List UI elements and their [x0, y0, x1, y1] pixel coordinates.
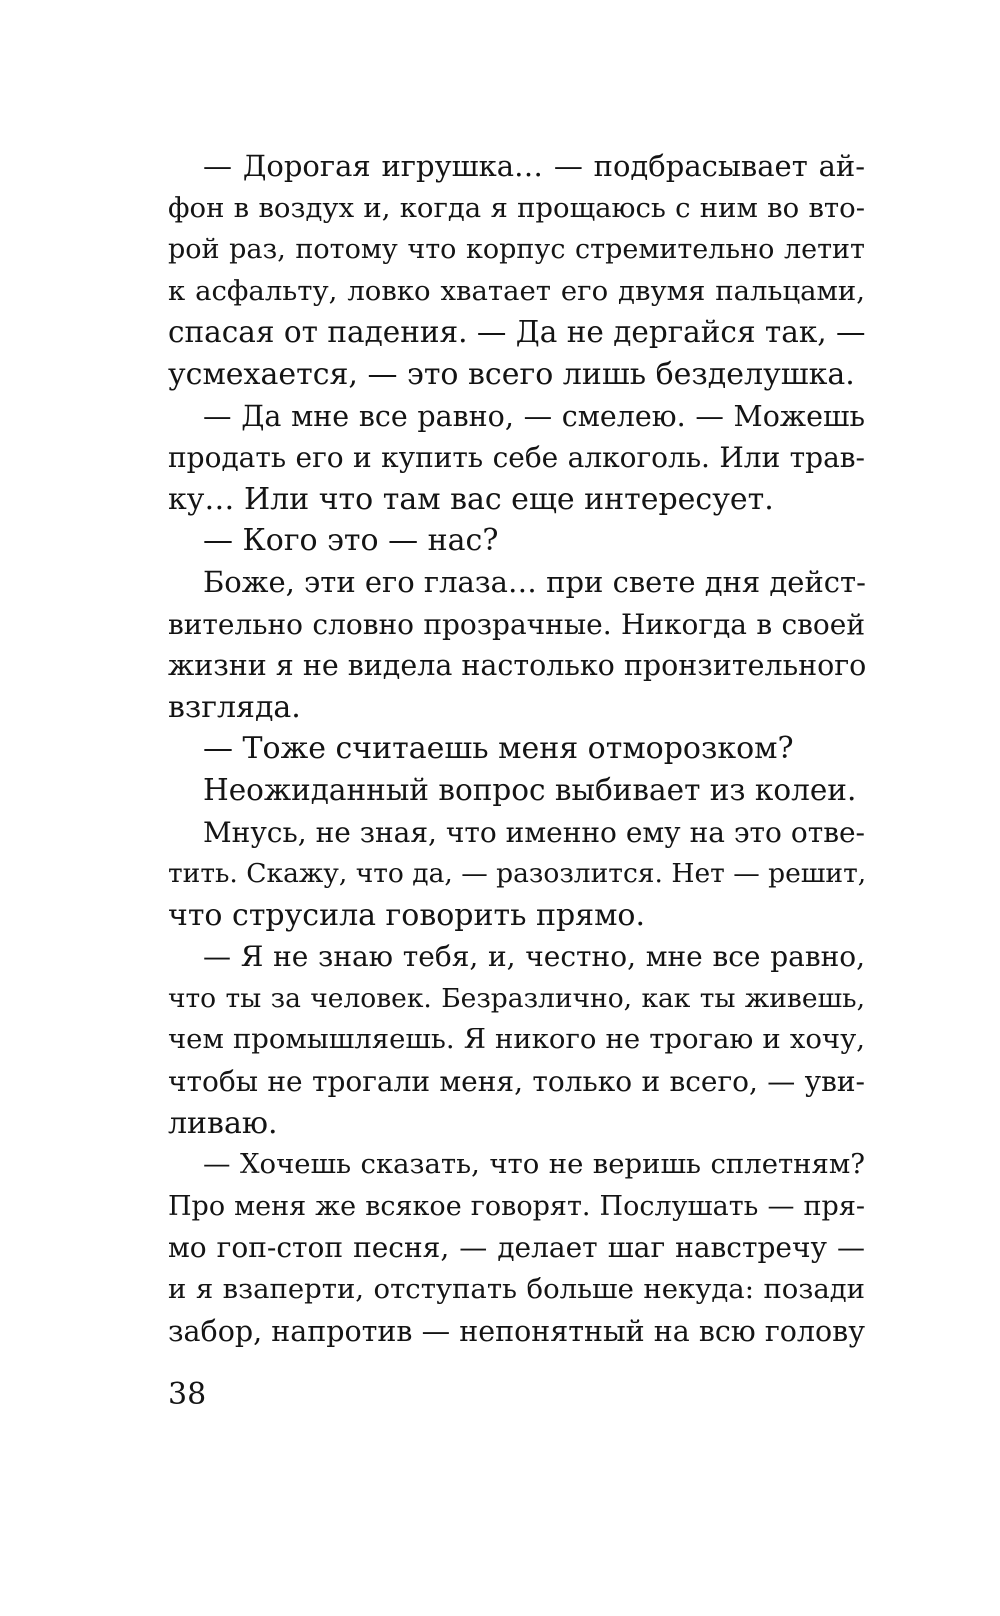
- text-line: к асфальту, ловко хватает его двумя пальцами,: [168, 274, 865, 307]
- page-number: 38: [168, 1377, 207, 1412]
- text-line: — Хочешь сказать, что не веришь сплетням?: [203, 1148, 865, 1181]
- text-line: взгляда.: [168, 689, 301, 725]
- text-line: рой раз, потому что корпус стремительно летит: [168, 234, 865, 266]
- body-text: [168, 146, 865, 1352]
- text-line: спасая от падения. — Да не дергайся так, —: [168, 315, 866, 350]
- text-line: чем промышляешь. Я никого не трогаю и хочу,: [168, 1023, 865, 1056]
- text-line: фон в воздух и, когда я прощаюсь с ним во вто-: [168, 191, 865, 224]
- text-line: что струсила говорить прямо.: [168, 897, 646, 933]
- text-line: Боже, эти его глаза… при свете дня дейст-: [203, 564, 866, 599]
- text-line: ливаю.: [168, 1105, 278, 1141]
- text-line: Мнусь, не зная, что именно ему на это отве-: [203, 815, 865, 849]
- text-line: тить. Скажу, что да, — разозлится. Нет — решит,: [168, 858, 867, 890]
- text-line: что ты за человек. Безразлично, как ты живешь,: [168, 982, 865, 1014]
- text-line: — Тоже считаешь меня отморозком?: [203, 731, 794, 767]
- text-line: усмехается, — это всего лишь безделушка.: [168, 356, 855, 392]
- text-line: мо гоп-стоп песня, — делает шаг навстречу —: [168, 1231, 865, 1265]
- text-line: Про меня же всякое говорят. Послушать — пря-: [168, 1190, 865, 1222]
- text-line: — Да мне все равно, — смелею. — Можешь: [203, 399, 865, 433]
- text-line: чтобы не трогали меня, только и всего, — уви-: [168, 1065, 865, 1099]
- text-line: — Дорогая игрушка… — подбрасывает ай-: [203, 149, 865, 183]
- text-line: Неожиданный вопрос выбивает из колеи.: [203, 772, 857, 807]
- text-line: ку… Или что там вас еще интересует.: [168, 481, 774, 517]
- text-line: вительно словно прозрачные. Никогда в своей: [168, 607, 865, 641]
- text-line: — Я не знаю тебя, и, честно, мне все равно,: [203, 940, 865, 974]
- text-line: забор, напротив — непонятный на всю голову: [168, 1314, 865, 1348]
- text-line: продать его и купить себе алкоголь. Или трав-: [168, 441, 865, 475]
- text-line: жизни я не видела настолько пронзительного: [168, 649, 867, 683]
- text-line: и я взаперти, отступать больше некуда: позади: [168, 1273, 865, 1306]
- text-line: — Кого это — нас?: [203, 523, 499, 559]
